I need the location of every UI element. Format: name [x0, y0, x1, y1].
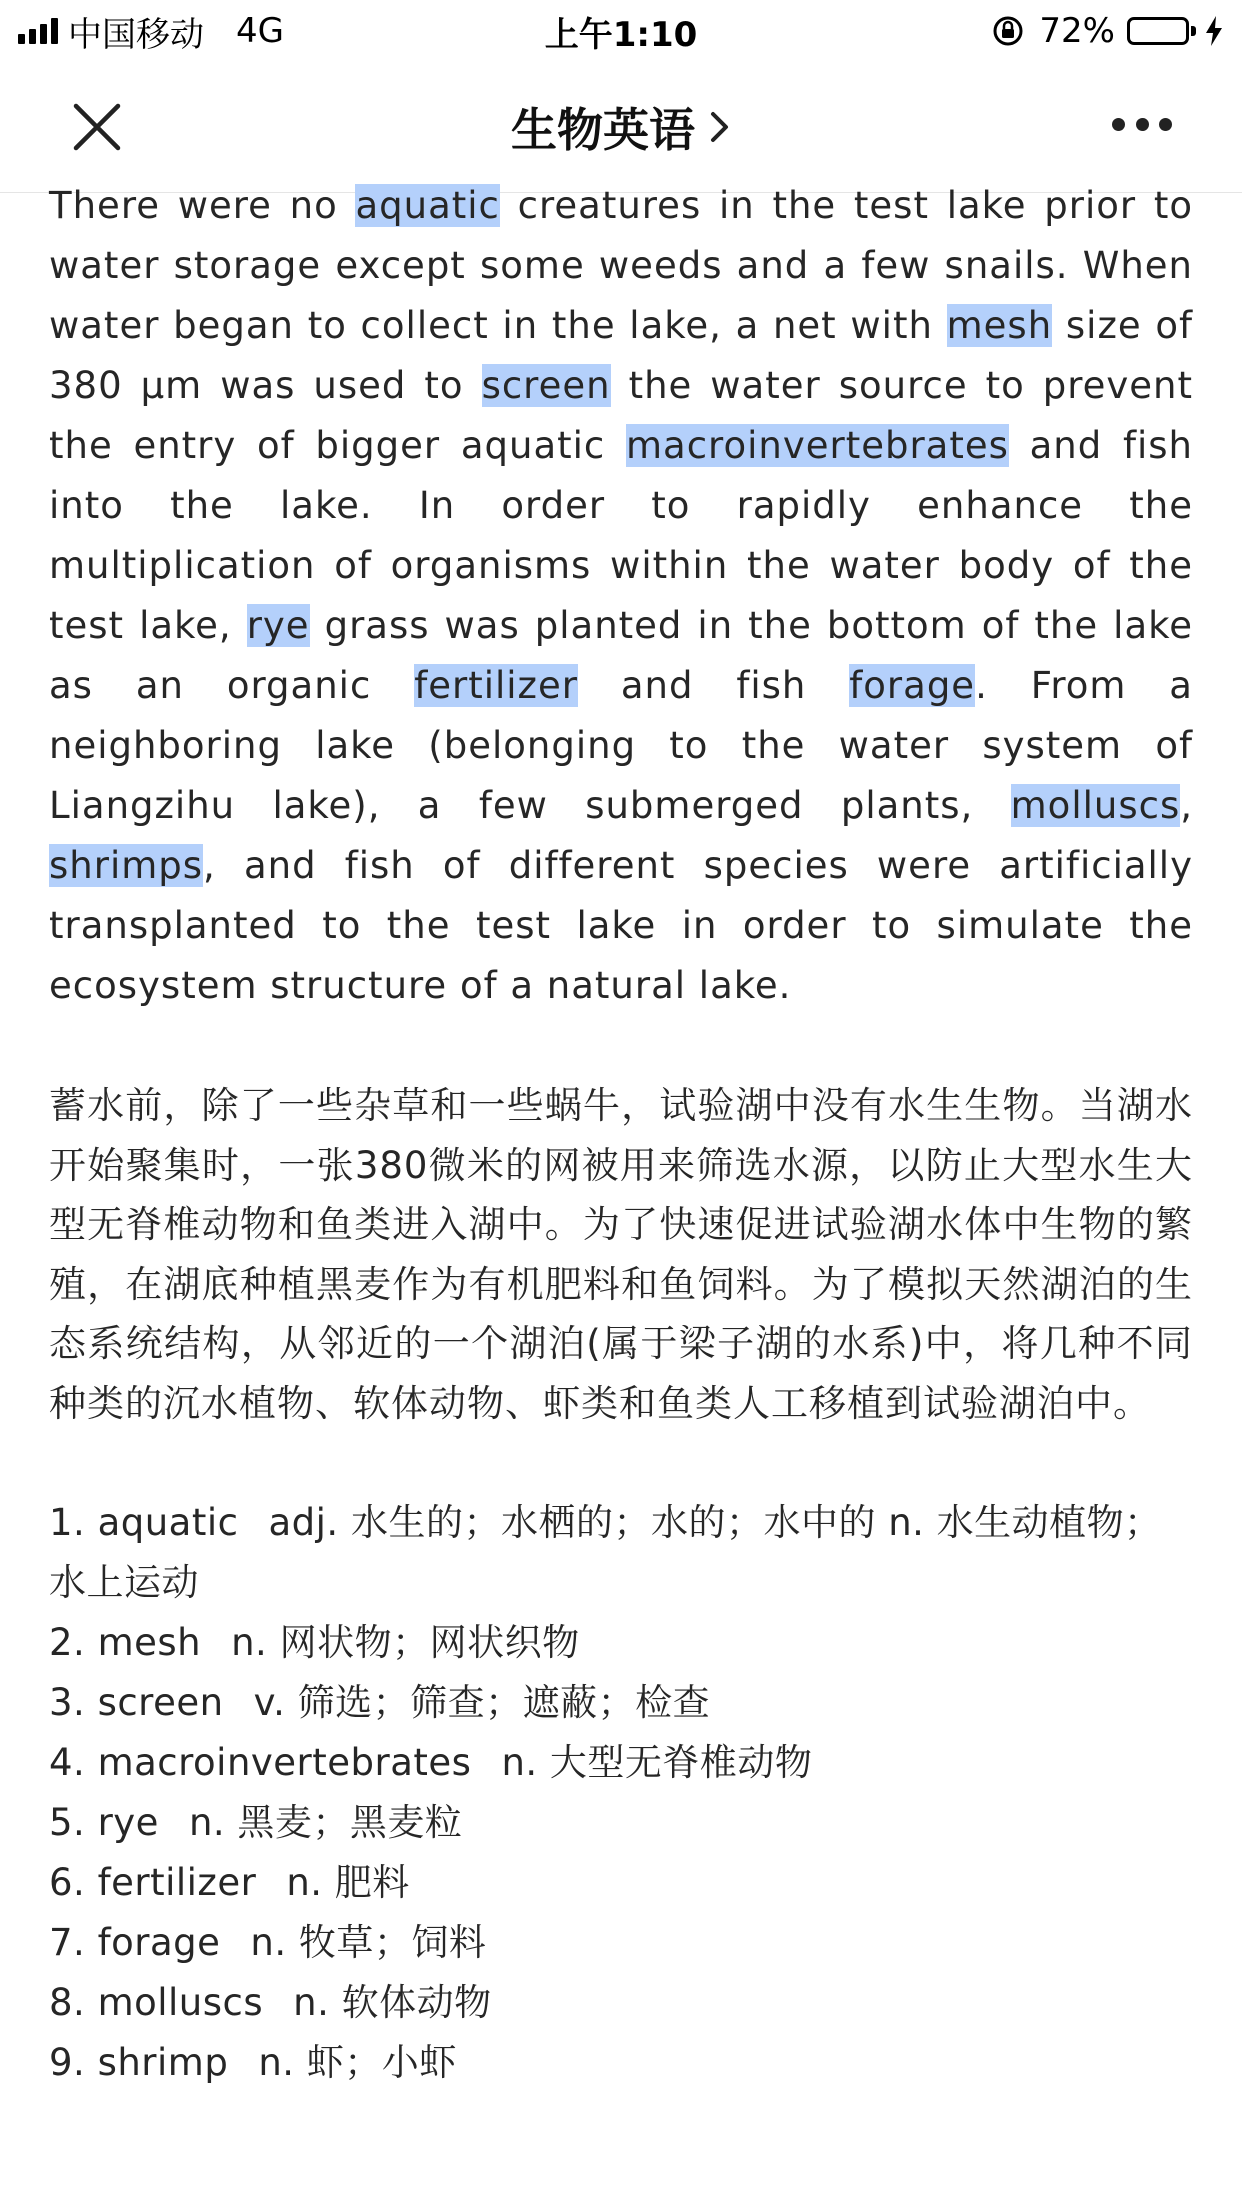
highlighted-word[interactable]: aquatic [355, 184, 500, 227]
vocab-item [49, 1733, 1193, 1793]
vocab-item [49, 1793, 1193, 1853]
highlighted-word[interactable]: forage [849, 664, 976, 707]
vocab-item [49, 1973, 1193, 2033]
vocab-item [49, 1493, 1193, 1613]
highlighted-word[interactable]: screen [481, 364, 611, 407]
vocab-definition: n. 网状物；网状织物 [231, 1621, 580, 1664]
text-segment: creatures in the test lake prior to water storage except some weeds and a few snails. When water began to collect in the lake, a net with [49, 184, 1193, 347]
status-time: 上午1:10 [544, 14, 698, 55]
battery-icon [1127, 17, 1196, 45]
vocab-term: 3. screen [49, 1681, 224, 1724]
vocab-term: 7. forage [49, 1921, 221, 1964]
text-segment: size of 380 μm was used to [49, 304, 1193, 407]
highlighted-word[interactable]: rye [246, 604, 310, 647]
vocab-definition: v. 筛选；筛查；遮蔽；检查 [253, 1681, 711, 1724]
article-content [49, 176, 1193, 2093]
chevron-right-icon [709, 110, 731, 144]
text-segment: and fish [577, 664, 850, 707]
vocab-definition: n. 牧草；饲料 [250, 1921, 487, 1964]
vocab-definition: n. 软体动物 [293, 1981, 492, 2024]
vocab-term: 8. molluscs [49, 1981, 264, 2024]
text-segment: , [1180, 784, 1193, 827]
vocab-term: 4. macroinvertebrates [49, 1741, 472, 1784]
vocab-definition: n. 大型无脊椎动物 [501, 1741, 813, 1784]
vocabulary-list [49, 1493, 1193, 2093]
text-segment: There were no [49, 184, 356, 227]
orientation-lock-icon [991, 14, 1025, 48]
text-segment: , and fish of different species were artificially transplanted to the test lake in order to simulate the ecosystem structure of a natural lake. [49, 844, 1193, 1007]
chinese-paragraph: 蓄水前，除了一些杂草和一些蜗牛，试验湖中没有水生生物。当湖水开始聚集时，一张380微米的网被用来筛选水源，以防止大型水生大型无脊椎动物和鱼类进入湖中。为了快速促进试验湖水体中生物的繁殖，在湖底种植黑麦作为有机肥料和鱼饲料。为了模拟天然湖泊的生态系统结构，从邻近的一个湖泊(属于梁子湖的水系)中，将几种不同种类的沉水植物、软体动物、虾类和鱼类人工移植到试验湖泊中。 [49, 1084, 1193, 1425]
vocab-item [49, 1853, 1193, 1913]
english-paragraph [49, 176, 1193, 1016]
vocab-term: 5. rye [49, 1801, 159, 1844]
vocab-term: 9. shrimp [49, 2041, 229, 2084]
highlighted-word[interactable]: shrimps [49, 844, 204, 887]
text-segment: the water source to prevent the entry of bigger aquatic [49, 364, 1193, 467]
carrier-name: 中国移动 [68, 14, 204, 55]
vocab-definition: n. 肥料 [286, 1861, 410, 1904]
vocab-definition: n. 黑麦；黑麦粒 [188, 1801, 463, 1844]
highlighted-word[interactable]: molluscs [1010, 784, 1181, 827]
highlighted-word[interactable]: fertilizer [414, 664, 578, 707]
vocab-item [49, 2033, 1193, 2093]
highlighted-word[interactable]: mesh [946, 304, 1053, 347]
charging-bolt-icon [1204, 16, 1224, 46]
vocab-definition: adj. 水生的；水栖的；水的；水中的 n. 水生动植物；水上运动 [49, 1501, 1162, 1604]
network-type: 4G [236, 11, 284, 51]
text-segment: and fish into the lake. In order to rapidly enhance the multiplication of organisms within the water body of the test lake, [49, 424, 1193, 647]
highlighted-word[interactable]: macroinvertebrates [626, 424, 1009, 467]
text-segment: . From a neighboring lake (belonging to the water system of Liangzihu lake), a few submerged plants, [49, 664, 1193, 827]
vocab-term: 6. fertilizer [49, 1861, 257, 1904]
status-right [991, 0, 1224, 62]
vocab-item [49, 1673, 1193, 1733]
page-title[interactable] [0, 62, 1242, 192]
status-bar [0, 0, 1242, 62]
vocab-item [49, 1913, 1193, 1973]
vocab-item [49, 1613, 1193, 1673]
battery-percent: 72% [1039, 11, 1115, 51]
vocab-definition: n. 虾；小虾 [258, 2041, 457, 2084]
nav-bar [0, 62, 1242, 193]
text-segment: grass was planted in the bottom of the lake as an organic [49, 604, 1193, 707]
more-icon[interactable] [1112, 118, 1172, 138]
vocab-term: 1. aquatic [49, 1501, 239, 1544]
page-title-text: 生物英语 [511, 103, 695, 157]
vocab-term: 2. mesh [49, 1621, 202, 1664]
